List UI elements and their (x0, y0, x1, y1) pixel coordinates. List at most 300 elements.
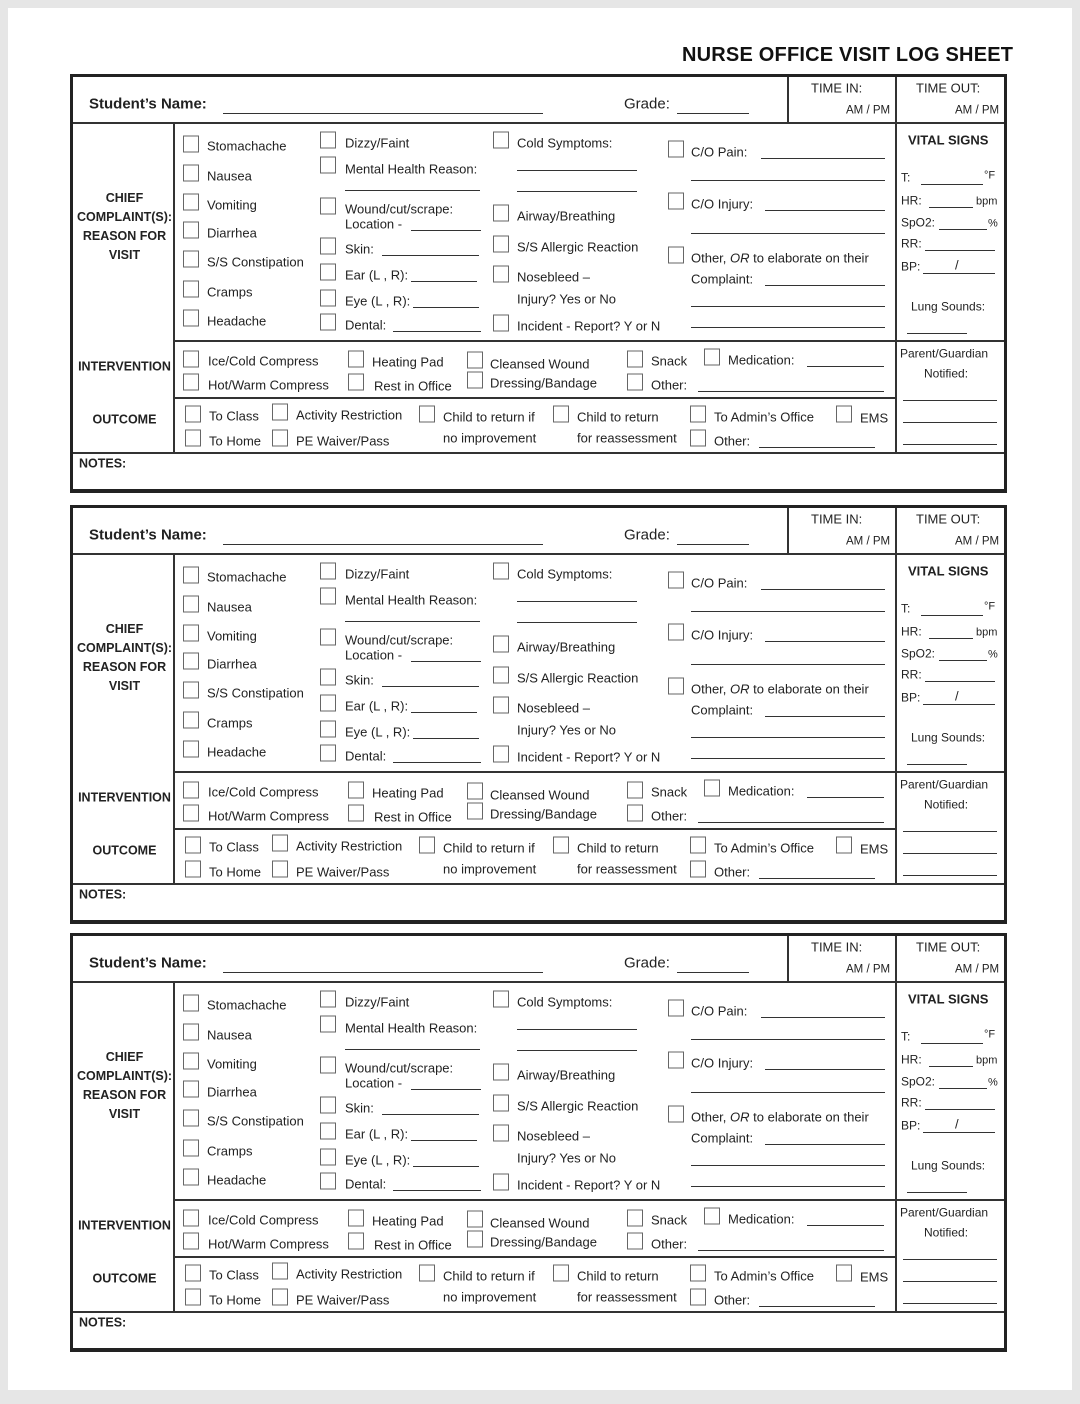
pain-field[interactable] (761, 1017, 885, 1018)
cleansed-checkbox[interactable] (467, 783, 483, 800)
constipation-checkbox[interactable] (183, 251, 199, 268)
complaint-label: Complaint: (691, 271, 754, 287)
injury-checkbox[interactable] (668, 1052, 684, 1069)
mental-health-label: Mental Health Reason: (345, 161, 478, 177)
temp-label: T: (901, 601, 911, 616)
divider (173, 553, 175, 883)
bp-field[interactable] (923, 273, 995, 274)
stomachache-checkbox[interactable] (183, 567, 199, 584)
incident-checkbox[interactable] (493, 315, 509, 332)
pain-field[interactable] (691, 611, 885, 612)
vital-signs-heading: VITAL SIGNS (908, 991, 989, 1007)
wound-checkbox[interactable] (320, 629, 336, 646)
grade-field[interactable] (677, 544, 749, 545)
time-out-label: TIME OUT: (916, 939, 981, 955)
pain-checkbox[interactable] (668, 141, 684, 158)
cold-symptoms-checkbox[interactable] (493, 991, 509, 1008)
pain-field[interactable] (691, 1039, 885, 1040)
student-name-field[interactable] (223, 544, 543, 545)
visit-log-entry (70, 74, 1007, 493)
no-improvement-label: no improvement (443, 430, 537, 446)
bp-separator: / (955, 1116, 959, 1132)
ems-checkbox[interactable] (836, 1265, 852, 1282)
pe-waiver-checkbox[interactable] (272, 1289, 288, 1306)
snack-checkbox[interactable] (627, 1210, 643, 1227)
complaint-field[interactable] (765, 1144, 885, 1145)
rest-checkbox[interactable] (348, 1233, 364, 1250)
cold-symptoms-field[interactable] (517, 601, 637, 602)
heating-pad-checkbox[interactable] (348, 351, 364, 368)
vomiting-checkbox[interactable] (183, 1053, 199, 1070)
ice-label: Ice/Cold Compress (208, 1212, 319, 1228)
activity-restriction-checkbox[interactable] (272, 1263, 288, 1280)
dental-field[interactable] (393, 762, 481, 763)
cramps-label: Cramps (207, 284, 253, 300)
mental-health-label: Mental Health Reason: (345, 592, 478, 608)
skin-field[interactable] (382, 686, 479, 687)
vital-signs-heading: VITAL SIGNS (908, 132, 989, 148)
rest-label: Rest in Office (374, 378, 452, 394)
to-class-checkbox[interactable] (185, 406, 201, 423)
complaint-label: Complaint: (691, 702, 754, 718)
skin-checkbox[interactable] (320, 238, 336, 255)
airway-checkbox[interactable] (493, 205, 509, 222)
admin-office-checkbox[interactable] (690, 406, 706, 423)
temp-field[interactable] (921, 615, 983, 616)
grade-label: Grade: (624, 954, 670, 972)
complaint-field[interactable] (691, 758, 885, 759)
cramps-checkbox[interactable] (183, 712, 199, 729)
eye-field[interactable] (413, 307, 479, 308)
airway-label: Airway/Breathing (517, 208, 616, 224)
return-reassess-checkbox[interactable] (553, 837, 569, 854)
hot-checkbox[interactable] (183, 374, 199, 391)
injury-label: C/O Injury: (691, 1055, 754, 1071)
rest-label: Rest in Office (374, 1237, 452, 1253)
injury-field[interactable] (765, 210, 885, 211)
ice-checkbox[interactable] (183, 1210, 199, 1227)
nosebleed-checkbox[interactable] (493, 697, 509, 714)
pain-field[interactable] (761, 589, 885, 590)
grade-label: Grade: (624, 95, 670, 113)
return-if-checkbox[interactable] (419, 837, 435, 854)
parent-notified-field[interactable] (903, 422, 997, 423)
student-name-field[interactable] (223, 972, 543, 973)
medication-field[interactable] (807, 797, 884, 798)
wound-label: Wound/cut/scrape: (345, 632, 454, 648)
complaint-field[interactable] (765, 285, 885, 286)
return-reassess-checkbox[interactable] (553, 406, 569, 423)
time-in-ampm[interactable]: AM / PM (846, 963, 891, 976)
grade-field[interactable] (677, 113, 749, 114)
other-outcome-field[interactable] (759, 878, 875, 879)
other-complaint-checkbox[interactable] (668, 1106, 684, 1123)
diarrhea-checkbox[interactable] (183, 1081, 199, 1098)
time-in-ampm[interactable]: AM / PM (846, 104, 891, 117)
airway-label: Airway/Breathing (517, 1067, 616, 1083)
eye-field[interactable] (413, 738, 479, 739)
time-out-ampm[interactable]: AM / PM (955, 104, 1000, 117)
other-outcome-field[interactable] (759, 447, 875, 448)
other-text: Other, (691, 681, 731, 697)
injury-field[interactable] (691, 233, 885, 234)
complaint-field[interactable] (765, 716, 885, 717)
stomachache-label: Stomachache (207, 997, 287, 1013)
hr-field[interactable] (929, 1066, 973, 1067)
nosebleed-checkbox[interactable] (493, 1125, 509, 1142)
injury-field[interactable] (691, 664, 885, 665)
no-improvement-label: no improvement (443, 861, 537, 877)
dizzy-checkbox[interactable] (320, 991, 336, 1008)
eye-field[interactable] (413, 1166, 479, 1167)
complaint-field[interactable] (691, 327, 885, 328)
rr-field[interactable] (925, 1109, 995, 1110)
mental-health-checkbox[interactable] (320, 1016, 336, 1033)
dizzy-label: Dizzy/Faint (345, 566, 410, 582)
rest-checkbox[interactable] (348, 374, 364, 391)
injury-field[interactable] (765, 1069, 885, 1070)
time-out-label: TIME OUT: (916, 80, 981, 96)
wound-label: Wound/cut/scrape: (345, 201, 454, 217)
hr-unit: bpm (976, 1054, 998, 1067)
constipation-label: S/S Constipation (207, 254, 304, 270)
complaint-field[interactable] (691, 737, 885, 738)
medication-checkbox[interactable] (704, 1208, 720, 1225)
hr-field[interactable] (929, 207, 973, 208)
admin-office-label: To Admin’s Office (714, 840, 814, 856)
student-name-field[interactable] (223, 113, 543, 114)
incident-checkbox[interactable] (493, 1174, 509, 1191)
skin-field[interactable] (382, 255, 479, 256)
airway-checkbox[interactable] (493, 636, 509, 653)
hr-label: HR: (901, 624, 922, 639)
parent-notified-field[interactable] (903, 400, 997, 401)
constipation-checkbox[interactable] (183, 1110, 199, 1127)
medication-checkbox[interactable] (704, 780, 720, 797)
other-outcome-checkbox[interactable] (690, 1289, 706, 1306)
return-if-checkbox[interactable] (419, 1265, 435, 1282)
headache-checkbox[interactable] (183, 741, 199, 758)
mental-health-checkbox[interactable] (320, 588, 336, 605)
dental-label: Dental: (345, 317, 387, 333)
cold-symptoms-field[interactable] (517, 170, 637, 171)
diarrhea-checkbox[interactable] (183, 222, 199, 239)
diarrhea-checkbox[interactable] (183, 653, 199, 670)
cold-symptoms-field[interactable] (517, 191, 637, 192)
other-intervention-checkbox[interactable] (627, 374, 643, 391)
cold-symptoms-checkbox[interactable] (493, 132, 509, 149)
other-intervention-field[interactable] (698, 391, 884, 392)
medication-field[interactable] (807, 1225, 884, 1226)
to-class-checkbox[interactable] (185, 837, 201, 854)
to-home-checkbox[interactable] (185, 861, 201, 878)
to-class-label: To Class (209, 1267, 259, 1283)
dressing-checkbox[interactable] (467, 803, 483, 820)
to-home-checkbox[interactable] (185, 430, 201, 447)
lung-sounds-field[interactable] (907, 1192, 967, 1193)
other-intervention-checkbox[interactable] (627, 1233, 643, 1250)
ems-checkbox[interactable] (836, 837, 852, 854)
nosebleed-label: Nosebleed – (517, 269, 590, 285)
to-home-label: To Home (209, 864, 262, 880)
hr-field[interactable] (929, 638, 973, 639)
other-intervention-checkbox[interactable] (627, 805, 643, 822)
divider (895, 77, 897, 452)
temp-field[interactable] (921, 184, 983, 185)
bp-separator: / (955, 688, 959, 704)
nausea-checkbox[interactable] (183, 165, 199, 182)
activity-restriction-checkbox[interactable] (272, 835, 288, 852)
wound-label: Wound/cut/scrape: (345, 1060, 454, 1076)
divider (173, 828, 895, 830)
skin-checkbox[interactable] (320, 1097, 336, 1114)
rest-checkbox[interactable] (348, 805, 364, 822)
snack-label: Snack (651, 1212, 688, 1228)
location-field[interactable] (411, 230, 481, 231)
medication-field[interactable] (807, 366, 884, 367)
nausea-checkbox[interactable] (183, 1024, 199, 1041)
reassessment-label: for reassessment (577, 861, 677, 877)
cold-symptoms-label: Cold Symptoms: (517, 566, 613, 582)
injury-checkbox[interactable] (668, 193, 684, 210)
student-name-label: Student’s Name: (89, 526, 207, 544)
hot-label: Hot/Warm Compress (208, 808, 329, 824)
incident-label: Incident - Report? Y or N (517, 749, 661, 765)
airway-label: Airway/Breathing (517, 639, 616, 655)
dressing-label: Dressing/Bandage (490, 1234, 597, 1250)
heating-pad-checkbox[interactable] (348, 782, 364, 799)
dental-checkbox[interactable] (320, 314, 336, 331)
other-outcome-field[interactable] (759, 1306, 875, 1307)
parent-notified-field[interactable] (903, 1303, 997, 1304)
rr-field[interactable] (925, 681, 995, 682)
nosebleed-checkbox[interactable] (493, 266, 509, 283)
cold-symptoms-field[interactable] (517, 622, 637, 623)
injury-field[interactable] (691, 1092, 885, 1093)
eye-checkbox[interactable] (320, 1149, 336, 1166)
parent-notified-field[interactable] (903, 853, 997, 854)
bp-field[interactable] (923, 1132, 995, 1133)
pe-waiver-checkbox[interactable] (272, 430, 288, 447)
vital-signs-heading: VITAL SIGNS (908, 563, 989, 579)
vomiting-checkbox[interactable] (183, 625, 199, 642)
nosebleed-label: Nosebleed – (517, 1128, 590, 1144)
spo2-field[interactable] (939, 1088, 987, 1089)
other-complaint-checkbox[interactable] (668, 678, 684, 695)
stomachache-checkbox[interactable] (183, 995, 199, 1012)
dizzy-checkbox[interactable] (320, 563, 336, 580)
vomiting-label: Vomiting (207, 1056, 257, 1072)
bp-field[interactable] (923, 704, 995, 705)
other-outcome-checkbox[interactable] (690, 430, 706, 447)
other-intervention-field[interactable] (698, 822, 884, 823)
airway-checkbox[interactable] (493, 1064, 509, 1081)
ice-label: Ice/Cold Compress (208, 353, 319, 369)
ear-checkbox[interactable] (320, 1123, 336, 1140)
dizzy-checkbox[interactable] (320, 132, 336, 149)
wound-checkbox[interactable] (320, 1057, 336, 1074)
cold-symptoms-label: Cold Symptoms: (517, 135, 613, 151)
hr-unit: bpm (976, 195, 998, 208)
dental-field[interactable] (393, 331, 481, 332)
vomiting-checkbox[interactable] (183, 194, 199, 211)
pe-waiver-checkbox[interactable] (272, 861, 288, 878)
dental-checkbox[interactable] (320, 745, 336, 762)
nausea-checkbox[interactable] (183, 596, 199, 613)
ear-field[interactable] (411, 712, 477, 713)
ems-label: EMS (860, 841, 889, 857)
eye-checkbox[interactable] (320, 721, 336, 738)
outcome-label: OUTCOME (92, 412, 157, 427)
other-intervention-label: Other: (651, 1236, 688, 1252)
lung-sounds-label: Lung Sounds: (911, 730, 986, 745)
parent-notified-field[interactable] (903, 831, 997, 832)
pe-waiver-label: PE Waiver/Pass (296, 433, 390, 449)
pe-waiver-label: PE Waiver/Pass (296, 1292, 390, 1308)
rr-label: RR: (901, 667, 922, 682)
eye-checkbox[interactable] (320, 290, 336, 307)
cold-symptoms-checkbox[interactable] (493, 563, 509, 580)
cramps-checkbox[interactable] (183, 1140, 199, 1157)
pain-field[interactable] (761, 158, 885, 159)
admin-office-checkbox[interactable] (690, 837, 706, 854)
parent-notified-field[interactable] (903, 875, 997, 876)
pain-checkbox[interactable] (668, 1000, 684, 1017)
parent-notified-field[interactable] (903, 444, 997, 445)
lung-sounds-field[interactable] (907, 764, 967, 765)
spo2-field[interactable] (939, 660, 987, 661)
ems-checkbox[interactable] (836, 406, 852, 423)
cramps-checkbox[interactable] (183, 281, 199, 298)
spo2-unit: % (988, 1076, 998, 1089)
time-out-ampm[interactable]: AM / PM (955, 963, 1000, 976)
ear-checkbox[interactable] (320, 695, 336, 712)
divider (787, 936, 789, 981)
incident-checkbox[interactable] (493, 746, 509, 763)
time-in-label: TIME IN: (811, 80, 863, 96)
location-field[interactable] (411, 1089, 481, 1090)
return-if-checkbox[interactable] (419, 406, 435, 423)
parent-notified-field[interactable] (903, 1281, 997, 1282)
ear-label: Ear (L , R): (345, 1126, 409, 1142)
cold-symptoms-field[interactable] (517, 1050, 637, 1051)
dressing-checkbox[interactable] (467, 1231, 483, 1248)
visit-log-entry (70, 933, 1007, 1352)
parent-notified-label: Parent/Guardian (900, 1205, 989, 1220)
stomachache-checkbox[interactable] (183, 136, 199, 153)
time-in-ampm[interactable]: AM / PM (846, 535, 891, 548)
to-class-label: To Class (209, 408, 259, 424)
return-if-label: Child to return if (443, 840, 535, 856)
other-intervention-field[interactable] (698, 1250, 884, 1251)
pain-checkbox[interactable] (668, 572, 684, 589)
cold-symptoms-field[interactable] (517, 1029, 637, 1030)
rr-field[interactable] (925, 250, 995, 251)
hot-checkbox[interactable] (183, 1233, 199, 1250)
time-out-ampm[interactable]: AM / PM (955, 535, 1000, 548)
mental-health-field[interactable] (345, 1049, 480, 1050)
dental-field[interactable] (393, 1190, 481, 1191)
to-home-checkbox[interactable] (185, 1289, 201, 1306)
temp-field[interactable] (921, 1043, 983, 1044)
activity-restriction-checkbox[interactable] (272, 404, 288, 421)
pain-field[interactable] (691, 180, 885, 181)
skin-checkbox[interactable] (320, 669, 336, 686)
other-complaint-checkbox[interactable] (668, 247, 684, 264)
admin-office-checkbox[interactable] (690, 1265, 706, 1282)
to-class-label: To Class (209, 839, 259, 855)
ice-checkbox[interactable] (183, 351, 199, 368)
injury-field[interactable] (765, 641, 885, 642)
hot-checkbox[interactable] (183, 805, 199, 822)
divider (895, 508, 897, 883)
temp-label: T: (901, 170, 911, 185)
allergic-checkbox[interactable] (493, 667, 509, 684)
return-reassess-checkbox[interactable] (553, 1265, 569, 1282)
grade-field[interactable] (677, 972, 749, 973)
medication-checkbox[interactable] (704, 349, 720, 366)
mental-health-checkbox[interactable] (320, 157, 336, 174)
wound-checkbox[interactable] (320, 198, 336, 215)
allergic-checkbox[interactable] (493, 236, 509, 253)
ear-checkbox[interactable] (320, 264, 336, 281)
lung-sounds-field[interactable] (907, 333, 967, 334)
injury-checkbox[interactable] (668, 624, 684, 641)
location-field[interactable] (411, 661, 481, 662)
constipation-checkbox[interactable] (183, 682, 199, 699)
ear-field[interactable] (411, 1140, 477, 1141)
parent-notified-field[interactable] (903, 1259, 997, 1260)
eye-label: Eye (L , R): (345, 724, 411, 740)
other-complaint-label (691, 251, 869, 266)
mental-health-field[interactable] (345, 621, 480, 622)
medication-label: Medication: (728, 783, 795, 799)
divider (73, 1311, 1004, 1313)
divider (73, 452, 1004, 454)
dressing-checkbox[interactable] (467, 372, 483, 389)
diarrhea-label: Diarrhea (207, 656, 257, 672)
location-label: Location - (345, 647, 403, 663)
headache-checkbox[interactable] (183, 1169, 199, 1186)
intervention-label: INTERVENTION (78, 1218, 171, 1233)
mental-health-field[interactable] (345, 190, 480, 191)
spo2-label: SpO2: (901, 215, 936, 230)
to-class-checkbox[interactable] (185, 1265, 201, 1282)
cleansed-checkbox[interactable] (467, 1211, 483, 1228)
heating-pad-checkbox[interactable] (348, 1210, 364, 1227)
ems-label: EMS (860, 1269, 889, 1285)
cramps-label: Cramps (207, 715, 253, 731)
ear-field[interactable] (411, 281, 477, 282)
dental-checkbox[interactable] (320, 1173, 336, 1190)
snack-checkbox[interactable] (627, 782, 643, 799)
complaint-field[interactable] (691, 1165, 885, 1166)
other-outcome-checkbox[interactable] (690, 861, 706, 878)
spo2-field[interactable] (939, 229, 987, 230)
skin-field[interactable] (382, 1114, 479, 1115)
heating-pad-label: Heating Pad (372, 1213, 444, 1229)
cleansed-checkbox[interactable] (467, 352, 483, 369)
snack-checkbox[interactable] (627, 351, 643, 368)
headache-checkbox[interactable] (183, 310, 199, 327)
complaint-field[interactable] (691, 1186, 885, 1187)
ice-checkbox[interactable] (183, 782, 199, 799)
hot-label: Hot/Warm Compress (208, 377, 329, 393)
complaint-field[interactable] (691, 306, 885, 307)
allergic-checkbox[interactable] (493, 1095, 509, 1112)
ear-label: Ear (L , R): (345, 698, 409, 714)
divider (173, 771, 1004, 773)
